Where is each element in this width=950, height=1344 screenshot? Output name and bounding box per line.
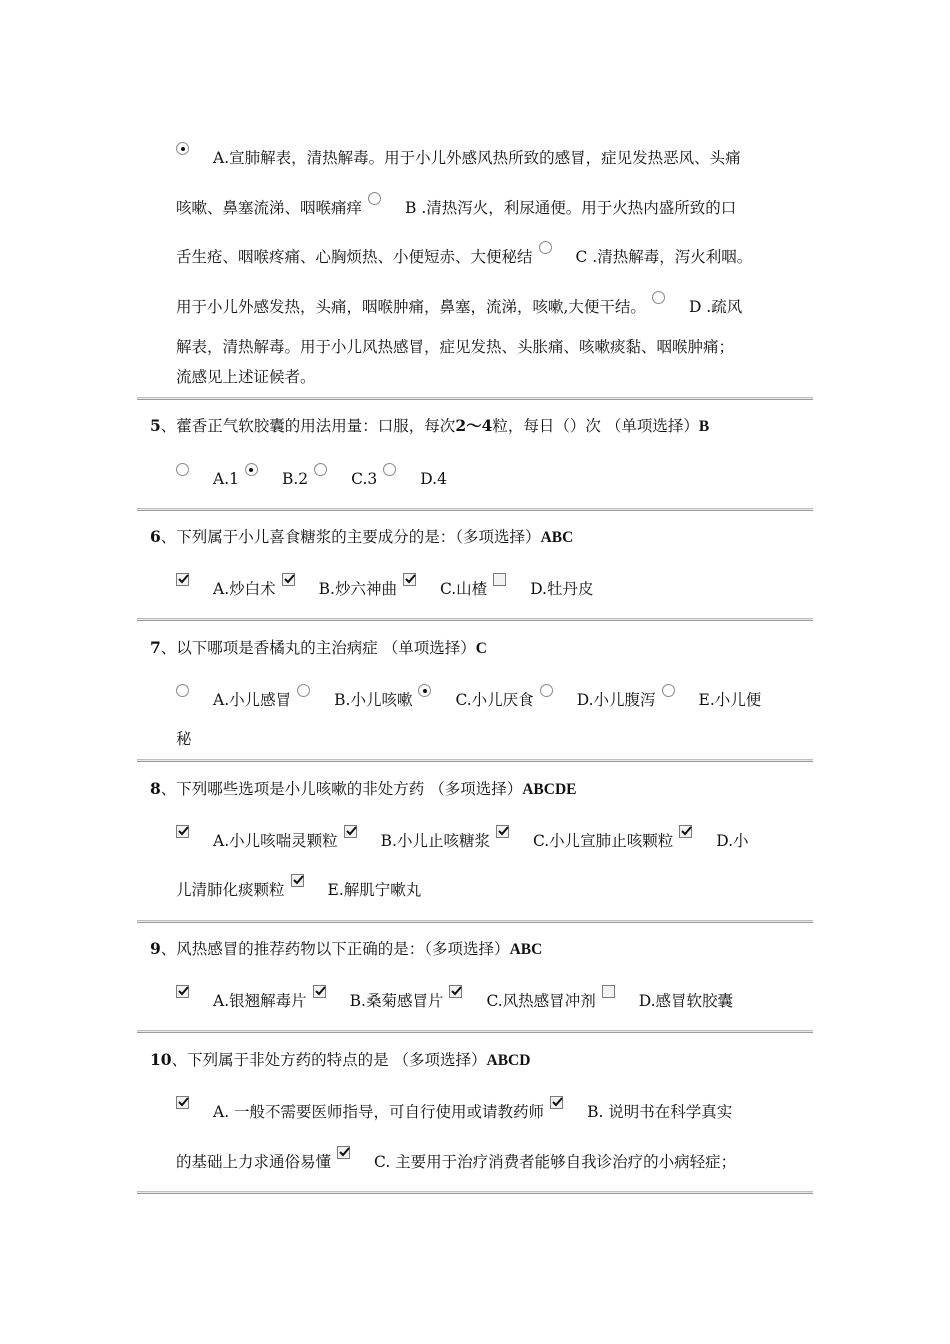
q9-checkbox-a[interactable] [176, 985, 189, 998]
q4-radio-c[interactable] [539, 241, 552, 254]
q9-answer: ABC [509, 941, 543, 958]
q6-number: 6 [150, 527, 161, 546]
q7-radio-c[interactable] [418, 684, 431, 697]
q6-option-c: C.山楂 [439, 580, 488, 598]
q7-option-e: E.小儿便 [698, 691, 762, 709]
q6-text: 、下列属于小儿喜食糖浆的主要成分的是：（多项选择） [160, 528, 541, 546]
q6-option-d: D.牡丹皮 [530, 580, 594, 598]
q9-question [150, 939, 542, 960]
q7-options [176, 690, 761, 710]
q10-checkbox-c[interactable] [337, 1146, 350, 1159]
q4-option-b-text-cont: 舌生疮、咽喉疼痛、心胸烦热、小便短赤、大便秘结 [176, 248, 533, 266]
q10-question [150, 1050, 530, 1071]
q8-option-c: C.小儿宣肺止咳颗粒 [532, 832, 674, 850]
q10-text: 、下列属于非处方药的特点的是 （多项选择） [171, 1051, 487, 1069]
q5-text-a: 、藿香正气软胶囊的用法用量：口服，每次 [160, 417, 456, 435]
q8-option-a: A.小儿咳喘灵颗粒 [213, 832, 338, 850]
divider [137, 1191, 813, 1194]
q10-checkbox-a[interactable] [176, 1096, 189, 1109]
q10-options-line-2 [176, 1152, 736, 1172]
q10-checkbox-b[interactable] [550, 1096, 563, 1109]
q4-option-a-text-cont: 咳嗽、鼻塞流涕、咽喉痛痒 [176, 199, 363, 217]
q10-number: 10 [150, 1050, 172, 1069]
q8-option-b: B.小儿止咳糖浆 [380, 832, 490, 850]
q5-option-d: D.4 [420, 470, 447, 488]
q9-options [176, 991, 733, 1011]
q5-answer: B [698, 418, 710, 435]
q4-radio-d[interactable] [652, 291, 665, 304]
q4-radio-a[interactable] [176, 142, 189, 155]
q5-option-a: A.1 [213, 470, 239, 488]
q8-options-line-2 [176, 880, 421, 900]
q6-options [176, 579, 594, 599]
q8-checkbox-b[interactable] [344, 825, 357, 838]
divider [137, 508, 813, 511]
q6-option-a: A.炒白术 [213, 580, 276, 598]
q9-number: 9 [150, 939, 161, 958]
q9-checkbox-c[interactable] [449, 985, 462, 998]
q5-options [176, 469, 447, 489]
q4-option-line-2 [176, 198, 736, 218]
q7-option-b: B.小儿咳嗽 [334, 691, 413, 709]
q7-radio-d[interactable] [540, 684, 553, 697]
q10-option-c: C. 主要用于治疗消费者能够自我诊治疗的小病轻症； [374, 1153, 737, 1171]
divider [137, 1030, 813, 1033]
q5-text-b: 粒，每日（）次 （单项选择） [492, 417, 699, 435]
q4-option-line-4 [176, 297, 742, 317]
q7-number: 7 [150, 638, 161, 657]
divider [137, 618, 813, 621]
q5-dose: 2～4 [455, 416, 493, 435]
q9-checkbox-d[interactable] [602, 985, 615, 998]
q4-option-line-1 [176, 148, 741, 168]
q5-number: 5 [150, 416, 161, 435]
q8-option-d: D.小 [716, 832, 749, 850]
divider [137, 759, 813, 762]
q5-radio-a[interactable] [176, 463, 189, 476]
divider [137, 397, 813, 400]
q10-option-b: B. 说明书在科学真实 [587, 1103, 733, 1121]
q6-checkbox-b[interactable] [282, 573, 295, 586]
q6-checkbox-a[interactable] [176, 573, 189, 586]
q5-radio-b[interactable] [245, 463, 258, 476]
q7-option-e-wrap: 秘 [176, 730, 192, 748]
divider [137, 920, 813, 923]
q8-option-e: E.解肌宁嗽丸 [327, 881, 422, 899]
q8-checkbox-c[interactable] [496, 825, 509, 838]
q6-checkbox-c[interactable] [403, 573, 416, 586]
q9-option-a: A.银翘解毒片 [213, 992, 307, 1010]
q5-option-c: C.3 [351, 470, 378, 488]
q4-option-line-3 [176, 247, 752, 267]
q9-checkbox-b[interactable] [313, 985, 326, 998]
q4-option-d-text: D .疏风 [688, 298, 743, 316]
q10-option-a: A. 一般不需要医师指导，可自行使用或请教药师 [213, 1103, 545, 1121]
q10-answer: ABCD [486, 1052, 531, 1069]
q4-option-c-text-cont: 用于小儿外感发热，头痛，咽喉肿痛，鼻塞，流涕，咳嗽,大便干结。 [176, 298, 646, 316]
q4-option-a-text: A.宣肺解表，清热解毒。用于小儿外感风热所致的感冒，症见发热恶风、头痛 [213, 149, 741, 167]
q7-radio-b[interactable] [297, 684, 310, 697]
q6-checkbox-d[interactable] [493, 573, 506, 586]
q6-answer: ABC [540, 529, 574, 546]
q4-option-line-6: 流感见上述证候者。 [176, 368, 316, 386]
q4-option-line-5: 解表，清热解毒。用于小儿风热感冒，症见发热、头胀痛、咳嗽痰黏、咽喉肿痛； [176, 338, 735, 356]
q8-number: 8 [150, 779, 161, 798]
q7-question [150, 638, 487, 659]
q8-checkbox-a[interactable] [176, 825, 189, 838]
q4-radio-b[interactable] [368, 192, 381, 205]
q6-question [150, 527, 573, 548]
q7-radio-a[interactable] [176, 684, 189, 697]
q4-option-b-text: B .清热泻火，利尿通便。用于火热内盛所致的口 [405, 199, 737, 217]
q5-radio-c[interactable] [314, 463, 327, 476]
q7-option-d: D.小儿腹泻 [576, 691, 656, 709]
q8-question [150, 779, 577, 800]
q4-option-c-text: C .清热解毒，泻火利咽。 [575, 248, 753, 266]
q8-option-d-wrap: 儿清肺化痰颗粒 [176, 881, 285, 899]
q7-option-c: C.小儿厌食 [455, 691, 534, 709]
q5-radio-d[interactable] [383, 463, 396, 476]
q5-question [150, 416, 709, 437]
q10-options-line-1 [176, 1102, 732, 1122]
q7-option-a: A.小儿感冒 [213, 691, 292, 709]
q8-text: 、下列哪些选项是小儿咳嗽的非处方药 （多项选择） [160, 780, 523, 798]
q9-option-d: D.感冒软胶囊 [638, 992, 734, 1010]
q8-answer: ABCDE [522, 781, 577, 798]
q9-option-c: C.风热感冒冲剂 [486, 992, 596, 1010]
q9-text: 、风热感冒的推荐药物以下正确的是：（多项选择） [160, 940, 510, 958]
q6-option-b: B.炒六神曲 [318, 580, 397, 598]
q5-option-b: B.2 [281, 470, 309, 488]
q10-option-b-wrap: 的基础上力求通俗易懂 [176, 1153, 332, 1171]
q7-text: 、以下哪项是香橘丸的主治病症 （单项选择） [160, 639, 476, 657]
q7-radio-e[interactable] [662, 684, 675, 697]
q8-checkbox-e[interactable] [291, 874, 304, 887]
q9-option-b: B.桑菊感冒片 [349, 992, 444, 1010]
q7-answer: C [475, 640, 487, 657]
q8-checkbox-d[interactable] [679, 825, 692, 838]
q8-options [176, 831, 749, 851]
